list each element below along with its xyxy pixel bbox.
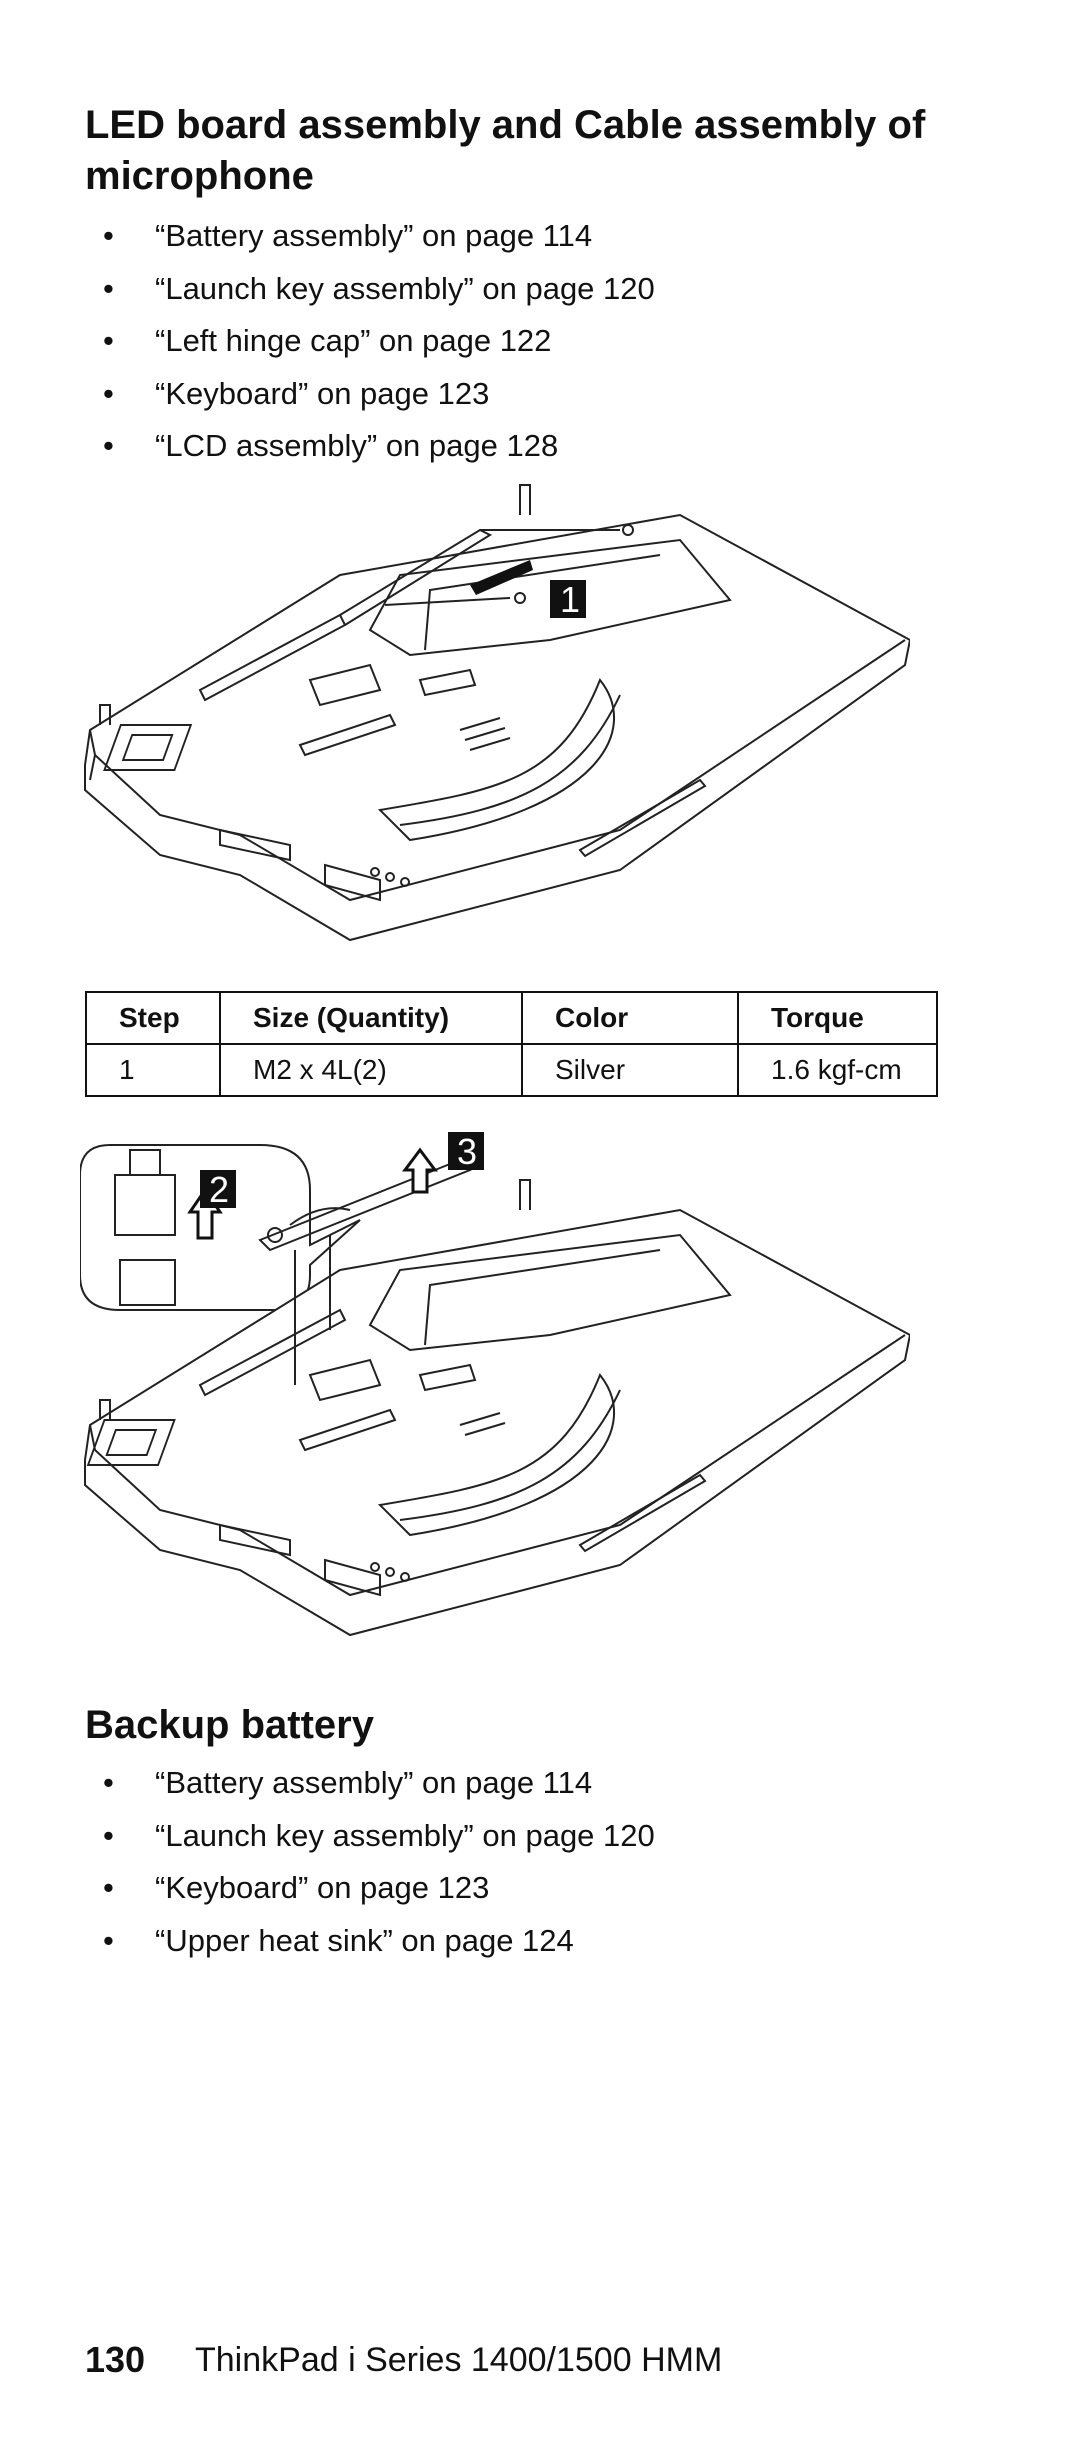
bullet-icon: • <box>103 1817 114 1853</box>
bullet-icon: • <box>103 218 114 253</box>
led-board-removal-illustration <box>80 480 910 950</box>
bullet-icon: • <box>103 1765 114 1800</box>
cell-torque: 1.6 kgf-cm <box>738 1044 937 1096</box>
cable-removal-illustration <box>80 1130 910 1670</box>
section-title-backup-battery: Backup battery <box>85 1703 374 1747</box>
bullet-icon: • <box>103 270 114 306</box>
section-title-led-board: LED board assembly and Cable assembly of microphone <box>85 103 926 198</box>
column-header-size: Size (Quantity) <box>220 992 522 1044</box>
table-row <box>86 1044 937 1096</box>
screw-spec-table <box>85 991 938 1097</box>
bullet-icon: • <box>103 375 114 411</box>
table-header-row <box>86 992 937 1044</box>
column-header-torque: Torque <box>738 992 937 1044</box>
page-number: 130 <box>85 2339 146 2380</box>
cell-step: 1 <box>86 1044 220 1096</box>
document-title: ThinkPad i Series 1400/1500 HMM <box>195 2341 723 2379</box>
column-header-color: Color <box>522 992 738 1044</box>
column-header-step: Step <box>86 992 220 1044</box>
callout-1: 1 <box>560 579 581 620</box>
cell-color: Silver <box>522 1044 738 1096</box>
cell-size: M2 x 4L(2) <box>220 1044 522 1096</box>
page-footer <box>85 2339 723 2381</box>
bullet-icon: • <box>103 428 114 463</box>
callout-2: 2 <box>209 1169 230 1210</box>
callout-3: 3 <box>457 1131 478 1172</box>
bullet-icon: • <box>103 1870 114 1905</box>
bullet-icon: • <box>103 323 114 358</box>
bullet-icon: • <box>103 1922 114 1958</box>
